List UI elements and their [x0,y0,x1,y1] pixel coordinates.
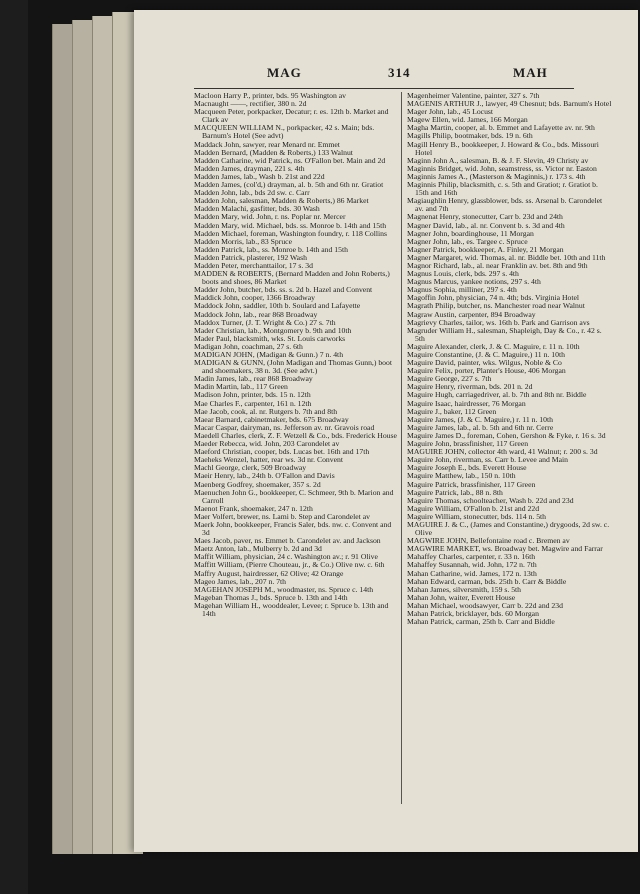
directory-entry: Maenberg Godfrey, shoemaker, 357 s. 2d [194,480,321,489]
directory-entry: Madden Patrick, lab., ss. Monroe b. 14th and 15th [194,245,348,254]
directory-entry: Maguire John, brassfinisher, 117 Green [407,440,529,449]
directory-entry: Macloon Harry P., printer, bds. 95 Washington av [194,92,347,100]
header-left-word: MAG [267,65,302,80]
directory-entry: Magner John, lab., es. Targee c. Spruce [407,237,528,246]
directory-entry: Magnor Richard, lab., al. near Franklin av. bet. 8th and 9th [407,261,588,270]
directory-entry: Maenuchen John G., bookkeeper, C. Schmeer, 9th b. Marion and Carroll [194,488,394,505]
directory-entry: Maguire Patrick, brassfinisher, 117 Green [407,480,536,489]
directory-entry: Maguire John, riverman, ss. Carr b. Levee and Main [407,456,568,465]
directory-entry: Maguire Constantine, (J. & C. Maguire,) 11 n. 10th [407,351,565,359]
directory-entry: Maffit William, physician, 24 c. Washington av.; r. 91 Olive [194,553,378,562]
directory-entry: Mae Jacob, cook, al. nr. Rutgers b. 7th and 8th [194,407,338,416]
directory-entry: Madden Michael, foreman, Washington foundry, r. 118 Collins [194,229,387,238]
directory-entry: Magew Ellen, wid. James, 166 Morgan [407,116,528,125]
directory-entry: MAGUIRE JOHN, collector 4th ward, 41 Walnut; r. 200 s. 3d [407,448,598,457]
directory-entry: MADIGAN & GUNN, (John Madigan and Thomas Gunn,) boot and shoemakers, 38 n. 3d. (See advt.) [194,359,393,376]
directory-entry: Macar Caspar, dairyman, ns. Jefferson av. nr. Gravois road [194,423,375,432]
directory-entry: Maedell Charles, clerk, Z. F. Wetzell & Co., bds. Frederick House [194,431,397,440]
directory-entry: Magnenat Henry, stonecutter, Carr b. 23d and 24th [407,213,563,222]
directory-entry: Magruder William H., salesman, Shapleigh, Day & Co., r. 42 s. 5th [407,326,602,343]
directory-entry: Maguire James D., foreman, Cohen, Gershon & Fyke, r. 16 s. 3d [407,431,606,440]
directory-entry: Magner Patrick, bookkeeper, A. Finley, 21 Morgan [407,245,564,254]
directory-entry: Maguire James, lab., al. b. 5th and 6th nr. Cerre [407,423,554,432]
directory-entry: Mageban Thomas J., bds. Spruce b. 13th and 14th [194,593,348,602]
directory-entry: Madden Mary, wid. John, r. ns. Poplar nr. Mercer [194,213,346,222]
directory-entry: Maes Jacob, paver, ns. Emmet b. Carondelet av. and Jackson [194,537,381,546]
directory-entry: Magha Martin, cooper, al. b. Emmet and Lafayette av. nr. 9th [407,124,595,133]
directory-entry: Madden John, salesman, Madden & Roberts,) 86 Market [194,197,369,206]
directory-entry: Madden Catharine, wid Patrick, ns. O'Fallon bet. Main and 2d [194,156,386,165]
directory-entry: Magraw Austin, carpenter, 894 Broadway [407,310,536,319]
directory-entry: Mahaffey Charles, carpenter, r. 33 n. 16th [407,553,536,562]
directory-entry: Maguire J., baker, 112 Green [407,407,497,416]
directory-entry: Madden Peter, merchanttailor, 17 s. 3d [194,261,313,270]
directory-entry: Mader Christian, lab., Montgomery b. 9th and 10th [194,326,352,335]
directory-entry: Mahan Patrick, bricklayer, bds. 60 Morgan [407,610,539,618]
directory-entry: Machl George, clerk, 509 Broadway [194,464,307,473]
directory-entry: Mahan James, silversmith, 159 s. 5th [407,585,522,594]
header-right-word: MAH [513,65,548,80]
directory-entry: Maffitt William, (Pierre Chouteau, jr., & Co.) Olive nw. c. 6th [194,561,385,570]
directory-entry: MAGENIS ARTHUR J., lawyer, 49 Chesnut; bds. Barnum's Hotel [407,100,612,109]
directory-entry: Maear Barnard, cabinetmaker, bds. 675 Broadway [194,415,349,424]
directory-entry: Madden Bernard, (Madden & Roberts,) 133 Walnut [194,148,353,157]
directory-entry: MAGUIRE J. & C., (James and Constantine,) drygoods, 2d sw. c. Olive [407,520,610,538]
directory-entry: Maeder Rebecca, wid. John, 203 Carondelet av [194,440,340,449]
directory-entry: Madigan John, coachman, 27 s. 6th [194,342,303,351]
directory-entry: Madden Mary, wid. Michael, bds. ss. Monroe b. 14th and 15th [194,221,387,230]
directory-entry: Magrath Philip, butcher, ns. Manchester road near Walnut [407,302,585,311]
directory-entry: Maguire David, painter, wks. Wilgus, Noble & Co [407,359,562,368]
directory-entry: MAGWIRE JOHN, Bellefontaine road c. Bremen av [407,537,570,546]
directory-entry: Magner John, boardinghouse, 11 Morgan [407,229,534,238]
directory-page [134,10,638,852]
directory-entry: Madin James, lab., rear 868 Broadway [194,375,313,384]
directory-entry: Maguire William, O'Fallon b. 21st and 22d [407,504,540,513]
directory-entry: Madden James, drayman, 221 s. 4th [194,164,305,173]
directory-entry: Mahan Catharine, wid. James, 172 n. 13th [407,569,537,578]
directory-entry: Maguire Isaac, hairdresser, 76 Morgan [407,399,526,408]
directory-entry: Magiaughlin Henry, glassblower, bds. ss. Arsenal b. Carondelet av. and 7th [407,197,603,214]
directory-entry: Maguire James, (J. & C. Maguire,) r. 11 n. 10th [407,415,553,424]
directory-entry: Mahan Michael, woodsawyer, Carr b. 22d and 23d [407,601,563,610]
directory-entry: Maddock John, saddler, 10th b. Soulard and Lafayette [194,302,361,311]
page-number: 314 [388,65,411,80]
directory-entry: Magnus Louis, clerk, bds. 297 s. 4th [407,270,519,279]
directory-entry: MADIGAN JOHN, (Madigan & Gunn.) 7 n. 4th [194,351,344,359]
directory-entry: Magehan William H., wooddealer, Levee; r. Spruce b. 13th and 14th [194,601,389,618]
directory-entry: Maetz Anton, lab., Mulberry b. 2d and 3d [194,545,322,554]
directory-entry: MADDEN & ROBERTS, (Bernard Madden and John Roberts,) boots and shoes, 86 Market [194,270,390,287]
directory-entry: Madder John, butcher, bds. ss. s. 2d b. Hazel and Convent [194,286,373,295]
directory-entry: Macqueen Peter, porkpacker, Decatur; r. es. 12th b. Market and Clark av [194,108,389,125]
directory-entry: Maguire Patrick, lab., 88 n. 8th [407,488,503,497]
page-header [134,65,638,85]
directory-entry: Macnaught ——, rectifier, 380 n. 2d [194,100,307,109]
directory-entry: MAGEHAN JOSEPH M., woodmaster, ns. Spruce c. 14th [194,585,374,594]
directory-entry: Magoffin John, physician, 74 n. 4th; bds. Virginia Hotel [407,294,580,303]
directory-entry: Mager John, lab., 45 Locust [407,108,494,117]
directory-entry: Madden Patrick, plasterer, 192 Wash [194,253,307,262]
directory-entry: Maguire Felix, porter, Planter's House, 406 Morgan [407,367,566,376]
column-divider [401,92,402,804]
directory-entry: Maddick John, cooper, 1366 Broadway [194,294,315,303]
directory-entry: Maeford Christian, cooper, bds. Lucas bet. 16th and 17th [194,448,370,457]
directory-entry: Madden Malachi, gasfitter, bds. 30 Wash [194,205,320,214]
directory-entry: Maguire Thomas, schoolteacher, Wash b. 22d and 23d [407,496,574,505]
header-rule [194,88,574,89]
directory-entry: Madison John, printer, bds. 15 n. 12th [194,391,311,400]
directory-entry: Madden James, lab., Wash b. 21st and 22d [194,172,325,181]
directory-entry: Maguire Matthew, lab., 150 n. 10th [407,472,516,481]
directory-entry: Maguire Henry, riverman, bds. 201 n. 2d [407,383,533,392]
directory-entry: Mahan John, waiter, Everett House [407,593,516,602]
directory-entry: Madden Morris, lab., 83 Spruce [194,237,292,246]
directory-entry: Maginnis James A., (Masterson & Maginnis,) r. 173 s. 4th [407,172,586,181]
directory-entry: Maguire William, stonecutter, bds. 114 n. 5th [407,512,547,521]
directory-entry: Maddox Turner, (J. T. Wright & Co.) 27 s. 7th [194,318,336,327]
directory-entry: Maginn John A., salesman, B. & J. F. Slevin, 49 Christy av [407,156,589,165]
directory-entry: Magills Philip, bootmaker, bds. 19 n. 6th [407,132,533,141]
right-column [407,92,612,626]
directory-entry: Maguire Alexander, clerk, J. & C. Maguire, r. 11 n. 10th [407,342,580,351]
directory-entry: Maffry August, hairdresser, 62 Olive; 42 Orange [194,569,344,578]
directory-entry: Mahan Edward, carman, bds. 25th b. Carr & Biddle [407,577,567,586]
directory-entry: Maguire Hugh, carriagedriver, al. b. 7th and 8th nr. Biddle [407,391,587,400]
directory-entry: Maginnis Bridget, wid. John, seamstress, ss. Victor nr. Easton [407,164,597,173]
directory-entry: Mader Paul, blacksmith, wks. St. Louis carworks [194,334,346,343]
directory-entry: Maguire George, 227 s. 7th [407,375,492,384]
directory-entry: Mahan Patrick, carman, 25th b. Carr and Biddle [407,618,555,627]
directory-entry: Maeir Henry, lab., 24th b. O'Fallon and Davis [194,472,335,481]
directory-entry: Maguire Joseph E., bds. Everett House [407,464,527,473]
directory-entry: Mahaffey Susannah, wid. John, 172 n. 7th [407,561,537,570]
directory-entry: Magner Margaret, wid. Thomas, al. nr. Biddle bet. 10th and 11th [407,253,606,262]
directory-entry: Madden John, lab., bds 2d sw. c. Carr [194,189,310,198]
directory-entry: Madden James, (col'd,) drayman, al. b. 5th and 6th nr. Gratiot [194,181,384,190]
directory-entry: MAGWIRE MARKET, ws. Broadway bet. Magwire and Farrar [407,545,603,554]
directory-entry: Maenot Frank, shoemaker, 247 n. 12th [194,504,313,513]
directory-entry: Maer Volfert, brewer, ns. Lami b. Step and Carondelet av [194,512,370,521]
directory-entry: Magnus Sophia, milliner, 297 s. 4th [407,286,517,295]
directory-entry: Magner David, lab., al. nr. Convent b. s. 3d and 4th [407,221,565,230]
directory-entry: MACQUEEN WILLIAM N., porkpacker, 42 s. Main; bds. Barnum's Hotel (See advt) [194,124,375,141]
directory-entry: Maerk John, bookkeeper, Francis Saler, bds. nw. c. Convent and 3d [194,520,392,538]
directory-entry: Maddock John, lab., rear 868 Broadway [194,310,318,319]
directory-entry: Maeheks Wenzel, hatter, rear ws. 3d nr. Convent [194,456,344,465]
directory-entry: Madin Martin, lab., 117 Green [194,383,288,392]
left-column [194,92,399,618]
directory-entry: Magrievy Charles, tailor, ws. 16th b. Park and Garrison avs [407,318,590,327]
directory-entry: Magill Henry B., bookkeeper, J. Howard & Co., bds. Missouri Hotel [407,140,599,157]
directory-entry: Maginnis Philip, blacksmith, c. s. 5th and Gratiot; r. Gratiot b. 15th and 16th [407,181,598,198]
directory-entry: Maddack John, sawyer, rear Menard nr. Emmet [194,140,340,149]
directory-entry: Mageo James, lab., 207 n. 7th [194,577,287,586]
directory-entry: Magenheimer Valentine, painter, 327 s. 7th [407,92,540,100]
directory-entry: Mae Charles F., carpenter, 161 n. 12th [194,399,312,408]
directory-entry: Magnus Marcus, yankee notions, 297 s. 4th [407,278,541,287]
